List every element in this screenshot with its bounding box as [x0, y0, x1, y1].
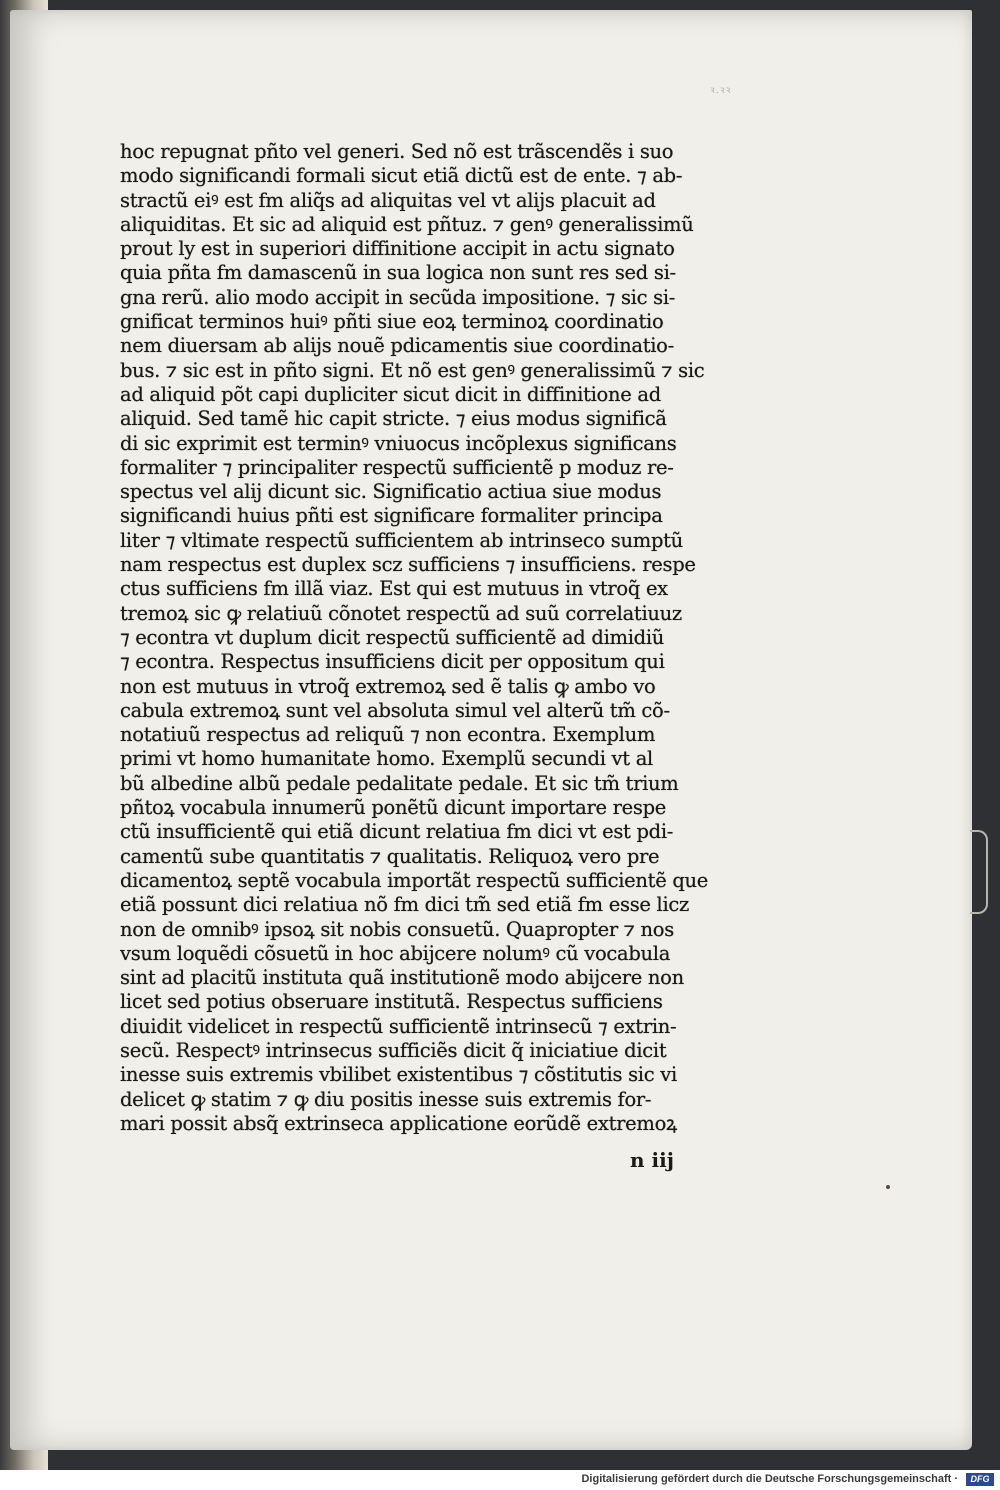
text-line: mari possit absq̃ extrinseca applicatione eorũdẽ extremoꝝ — [120, 1111, 678, 1135]
text-line: cabula extremoꝝ sunt vel absoluta simul vel alterũ tm̃ cõ- — [120, 698, 670, 722]
text-line: notatiuũ respectus ad reliquũ ⁊ non econtra. Exemplum — [120, 723, 656, 747]
text-line: ctũ insufficientẽ qui etiã dicunt relatiua fm dici vt est pdi- — [120, 820, 674, 844]
text-line: tremoꝝ sic ꝙ relatiuũ cõnotet respectũ ad suũ correlatiuuz — [120, 601, 682, 625]
text-line: hoc repugnat pñto vel generi. Sed nõ est trãscendẽs i suo — [120, 140, 674, 163]
text-line: ad aliquid põt capi dupliciter sicut dicit in diffinitione ad — [120, 382, 661, 406]
text-line: di sic exprimit est terminꝰ vniuocus incõplexus significans — [120, 431, 677, 455]
text-line: sint ad placitũ instituta quã institutionẽ modo abijcere non — [120, 966, 684, 990]
text-line: aliquid. Sed tamẽ hic capit stricte. ⁊ eius modus significã — [120, 407, 667, 431]
text-line: gna rerũ. alio modo accipit in secũda impositione. ⁊ sic si- — [120, 285, 676, 309]
text-line: modo significandi formali sicut etiã dictũ est de ente. ⁊ ab- — [120, 164, 683, 188]
text-line: ⁊ econtra vt duplum dicit respectũ sufficientẽ ad dimidiũ — [120, 625, 665, 649]
text-column — [120, 140, 750, 1136]
text-line: prout ly est in superiori diffinitione accipit in actu signato — [120, 237, 675, 261]
footer-bar — [0, 1470, 1000, 1490]
paper-clip-mark — [970, 830, 988, 914]
text-line: bũ albedine albũ pedale pedalitate pedale. Et sic tm̃ trium — [120, 771, 679, 795]
text-line: licet sed potius obseruare institutã. Respectus sufficiens — [120, 990, 663, 1014]
text-line: camentũ sube quantitatis ⁊ qualitatis. Reliquoꝝ vero pre — [120, 844, 660, 868]
text-line: non est mutuus in vtroq̃ extremoꝝ sed ẽ talis ꝙ ambo vo — [120, 674, 656, 698]
text-line: secũ. Respectꝰ intrinsecus sufficiẽs dicit q̃ iniciatiue dicit — [120, 1038, 667, 1062]
text-line: non de omnibꝰ ipsoꝝ sit nobis consuetũ. Quapropter ⁊ nos — [120, 917, 674, 941]
signature-mark: n iij — [630, 1148, 674, 1172]
text-line: aliquiditas. Et sic ad aliquid est pñtuz. ⁊ genꝰ generalissimũ — [120, 212, 694, 236]
text-line: spectus vel alij dicunt sic. Significatio actiua siue modus — [120, 480, 662, 504]
text-line: gnificat terminos huiꝰ pñti siue eoꝝ terminoꝝ coordinatio — [120, 310, 664, 334]
text-line: dicamentoꝝ septẽ vocabula importãt respectũ sufficientẽ que — [120, 868, 709, 892]
text-line: quia pñta fm damascenũ in sua logica non sunt res sed si- — [120, 261, 676, 285]
text-line: nam respectus est duplex scz sufficiens ⁊ insufficiens. respe — [120, 553, 696, 577]
text-line: stractũ eiꝰ est fm aliq̃s ad aliquitas vel vt alijs placuit ad — [120, 188, 656, 212]
folio-mark: ꝛ.ꝛꝛ — [710, 85, 732, 96]
text-line: liter ⁊ vltimate respectũ sufficientem ab intrinseco sumptũ — [120, 528, 683, 552]
text-line: ⁊ econtra. Respectus insufficiens dicit per oppositum qui — [120, 650, 665, 674]
ink-speck — [886, 1185, 890, 1189]
text-line: formaliter ⁊ principaliter respectũ sufficientẽ p moduz re- — [120, 455, 674, 479]
text-line: delicet ꝙ statim ⁊ ꝙ diu positis inesse suis extremis for- — [120, 1087, 652, 1111]
text-line: primi vt homo humanitate homo. Exemplũ secundi vt al — [120, 747, 653, 771]
text-line: inesse suis extremis vbilibet existentibus ⁊ cõstitutis sic vi — [120, 1063, 677, 1087]
text-line: diuidit videlicet in respectũ sufficientẽ intrinsecũ ⁊ extrin- — [120, 1014, 677, 1038]
text-line: pñtoꝝ vocabula innumerũ ponẽtũ dicunt importare respe — [120, 796, 667, 820]
text-line: nem diuersam ab alijs nouẽ pdicamentis siue coordinatio- — [120, 334, 674, 358]
text-line: vsum loquẽdi cõsuetũ in hoc abijcere nolumꝰ cũ vocabula — [120, 941, 671, 965]
text-line: ctus sufficiens fm illã viaz. Est qui est mutuus in vtroq̃ ex — [120, 577, 668, 601]
dfg-logo-icon: DFG — [966, 1473, 994, 1486]
text-line: significandi huius pñti est significare formaliter principa — [120, 504, 663, 528]
text-line: etiã possunt dici relatiua nõ fm dici tm̃ sed etiã fm esse licz — [120, 893, 690, 917]
footer-credit: Digitalisierung gefördert durch die Deutsche Forschungsgemeinschaft · — [581, 1473, 958, 1485]
text-line: bus. ⁊ sic est in pñto signi. Et nõ est genꝰ generalissimũ ⁊ sic — [120, 358, 705, 382]
